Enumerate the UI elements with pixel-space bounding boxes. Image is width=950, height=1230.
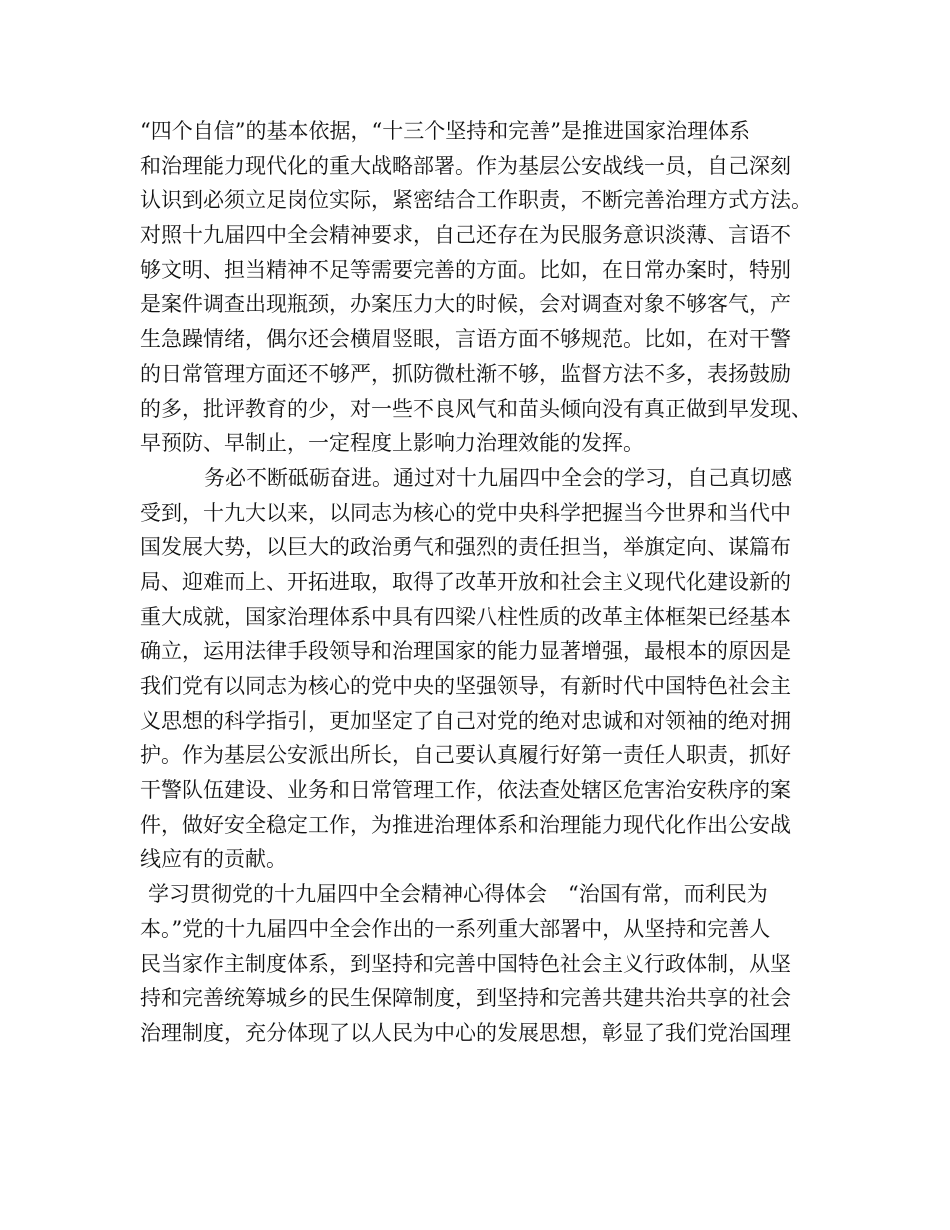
document-body	[140, 114, 830, 1051]
text-line: 线应有的贡献。	[140, 847, 287, 872]
text-line: 局、迎难而上、开拓进取，取得了改革开放和社会主义现代化建设新的	[140, 569, 791, 594]
text-line: 义思想的科学指引，更加坚定了自己对党的绝对忠诚和对领袖的绝对拥	[140, 708, 791, 733]
text-line: 受到，十九大以来，以同志为核心的党中央科学把握当今世界和当代中	[140, 500, 791, 525]
text-line: 我们党有以同志为核心的党中央的坚强领导，有新时代中国特色社会主	[140, 674, 791, 698]
text-line: 的日常管理方面还不够严，抓防微杜渐不够，监督方法不多，表扬鼓励	[140, 361, 791, 386]
text-line: 本。”党的十九届四中全会作出的一系列重大部署中，从坚持和完善人	[140, 916, 771, 941]
text-line: 民当家作主制度体系，到坚持和完善中国特色社会主义行政体制，从坚	[140, 951, 791, 976]
text-line: 是案件调查出现瓶颈，办案压力大的时候，会对调查对象不够客气，产	[140, 292, 791, 317]
paragraph-first-line: 务必不断砥砺奋进。通过对十九届四中全会的学习，自己真切感	[204, 465, 792, 490]
text-line: 确立，运用法律手段领导和治理国家的能力显著增强，最根本的原因是	[140, 639, 791, 664]
text-line: 重大成就，国家治理体系中具有四梁八柱性质的改革主体框架已经基本	[140, 604, 791, 629]
text-line: 持和完善统筹城乡的民生保障制度，到坚持和完善共建共治共享的社会	[140, 986, 791, 1011]
text-line: 对照十九届四中全会精神要求，自己还存在为民服务意识淡薄、言语不	[140, 223, 791, 248]
text-line: 的多，批评教育的少，对一些不良风气和苗头倾向没有真正做到早发现、	[140, 396, 812, 421]
text-line: 护。作为基层公安派出所长，自己要认真履行好第一责任人职责，抓好	[140, 743, 791, 768]
text-line: 够文明、担当精神不足等需要完善的方面。比如，在日常办案时，特别	[140, 257, 791, 282]
text-line: 件，做好安全稳定工作，为推进治理体系和治理能力现代化作出公安战	[140, 812, 791, 837]
text-line: 干警队伍建设、业务和日常管理工作，依法查处辖区危害治安秩序的案	[140, 778, 791, 803]
text-line: 早预防、早制止，一定程度上影响力治理效能的发挥。	[140, 431, 644, 456]
text-line: “四个自信”的基本依据，“十三个坚持和完善”是推进国家治理体系	[140, 119, 750, 143]
text-line: 治理制度，充分体现了以人民为中心的发展思想，彰显了我们党治国理	[140, 1020, 791, 1045]
text-line: 生急躁情绪，偶尔还会横眉竖眼，言语方面不够规范。比如，在对干警	[140, 327, 791, 352]
paragraph-first-line: 学习贯彻党的十九届四中全会精神心得体会 “治国有常，而利民为	[148, 882, 768, 907]
text-line: 和治理能力现代化的重大战略部署。作为基层公安战线一员，自己深刻	[140, 153, 791, 178]
text-line: 国发展大势，以巨大的政治勇气和强烈的责任担当，举旗定向、谋篇布	[140, 535, 791, 560]
text-line: 认识到必须立足岗位实际，紧密结合工作职责，不断完善治理方式方法。	[140, 188, 812, 213]
